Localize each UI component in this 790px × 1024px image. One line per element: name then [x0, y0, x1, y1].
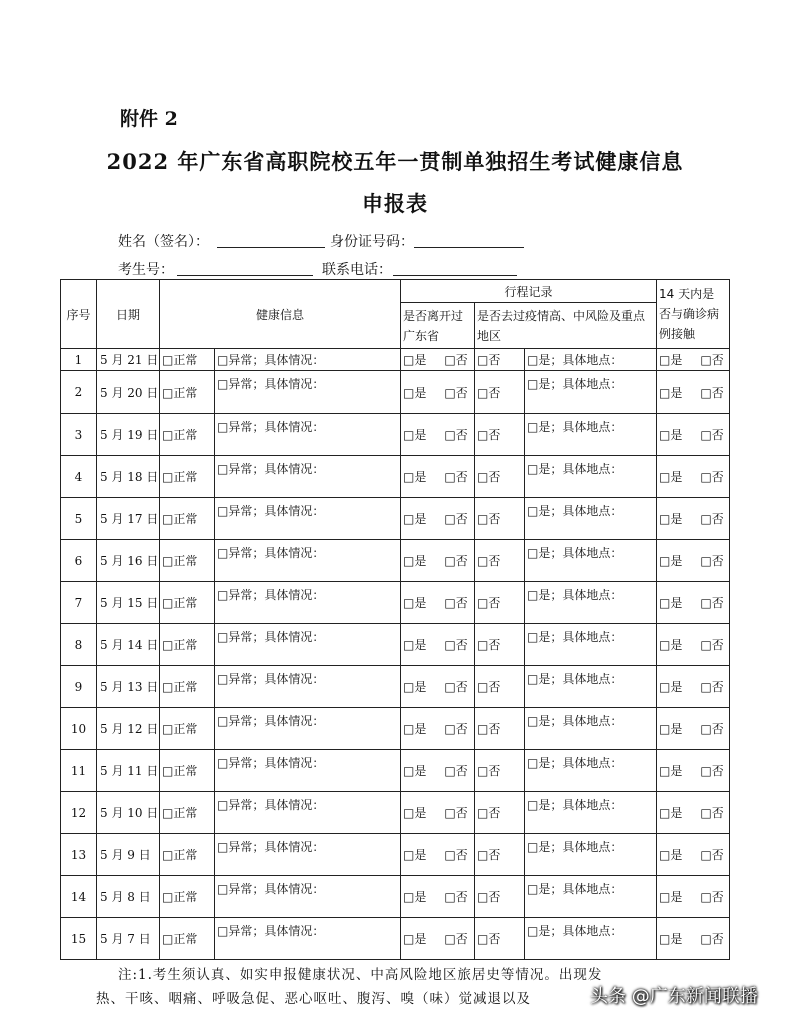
table-row	[61, 498, 730, 540]
row-date: 5 月 11 日	[97, 750, 160, 792]
table-row	[61, 834, 730, 876]
risk-yes-place-checkbox[interactable]: □是；具体地点：	[525, 834, 657, 876]
document-title: 2022 年广东省高职院校五年一贯制单独招生考试健康信息	[106, 149, 684, 174]
risk-no-checkbox[interactable]: □否	[475, 624, 525, 666]
yes-checkbox[interactable]: □是	[659, 353, 683, 367]
document-subtitle: 申报表	[362, 191, 428, 216]
exam-number-label: 考生号：	[118, 262, 174, 278]
left-guangdong-options[interactable]	[401, 792, 475, 834]
left-guangdong-options[interactable]	[401, 708, 475, 750]
abnormal-checkbox[interactable]: □异常；具体情况：	[215, 414, 401, 456]
row-index: 7	[61, 582, 97, 624]
normal-checkbox[interactable]: □正常	[160, 582, 215, 624]
yes-checkbox[interactable]: □是	[659, 638, 683, 652]
name-blank[interactable]	[217, 247, 325, 248]
exam-number-blank[interactable]	[177, 275, 313, 276]
normal-checkbox[interactable]: □正常	[160, 498, 215, 540]
no-checkbox[interactable]: □否	[700, 932, 724, 946]
abnormal-checkbox[interactable]: □异常；具体情况：	[215, 918, 401, 960]
left-guangdong-options[interactable]	[401, 456, 475, 498]
no-checkbox[interactable]: □否	[700, 353, 724, 367]
risk-no-checkbox[interactable]: □否	[475, 349, 525, 371]
row-index: 11	[61, 750, 97, 792]
yes-checkbox[interactable]: □是	[659, 890, 683, 904]
name-label: 姓名（签名）：	[118, 234, 209, 250]
row-date: 5 月 21 日	[97, 349, 160, 371]
risk-no-checkbox[interactable]: □否	[475, 876, 525, 918]
note-line-1: 注:1.考生须认真、如实申报健康状况、中高风险地区旅居史等情况。出现发	[118, 967, 603, 983]
normal-checkbox[interactable]: □正常	[160, 708, 215, 750]
table-row	[61, 540, 730, 582]
contact-options[interactable]	[657, 918, 730, 960]
row-index: 2	[61, 371, 97, 414]
left-guangdong-options[interactable]	[401, 349, 475, 371]
no-checkbox[interactable]: □否	[700, 890, 724, 904]
yes-checkbox[interactable]: □是	[659, 554, 683, 568]
no-checkbox[interactable]: □否	[700, 428, 724, 442]
table-row	[61, 750, 730, 792]
risk-yes-place-checkbox[interactable]: □是；具体地点：	[525, 708, 657, 750]
left-guangdong-options[interactable]	[401, 624, 475, 666]
table-row	[61, 876, 730, 918]
risk-no-checkbox[interactable]: □否	[475, 750, 525, 792]
yes-checkbox[interactable]: □是	[659, 932, 683, 946]
attachment-label: 附件 2	[120, 108, 178, 130]
contact-options[interactable]	[657, 708, 730, 750]
abnormal-checkbox[interactable]: □异常；具体情况：	[215, 708, 401, 750]
header-index: 序号	[61, 280, 97, 349]
risk-yes-place-checkbox[interactable]: □是；具体地点：	[525, 498, 657, 540]
contact-options[interactable]	[657, 371, 730, 414]
risk-yes-place-checkbox[interactable]: □是；具体地点：	[525, 414, 657, 456]
risk-no-checkbox[interactable]: □否	[475, 540, 525, 582]
contact-options[interactable]	[657, 666, 730, 708]
no-checkbox[interactable]: □否	[444, 848, 468, 862]
contact-options[interactable]	[657, 456, 730, 498]
yes-checkbox[interactable]: □是	[403, 890, 427, 904]
table-row	[61, 349, 730, 371]
normal-checkbox[interactable]: □正常	[160, 349, 215, 371]
risk-no-checkbox[interactable]: □否	[475, 414, 525, 456]
row-index: 14	[61, 876, 97, 918]
left-guangdong-options[interactable]	[401, 540, 475, 582]
row-index: 5	[61, 498, 97, 540]
no-checkbox[interactable]: □否	[444, 512, 468, 526]
yes-checkbox[interactable]: □是	[403, 385, 427, 400]
left-guangdong-options[interactable]	[401, 918, 475, 960]
yes-checkbox[interactable]: □是	[403, 680, 427, 694]
row-date: 5 月 9 日	[97, 834, 160, 876]
no-checkbox[interactable]: □否	[700, 638, 724, 652]
yes-checkbox[interactable]: □是	[403, 353, 427, 367]
no-checkbox[interactable]: □否	[444, 890, 468, 904]
row-index: 4	[61, 456, 97, 498]
contact-options[interactable]	[657, 540, 730, 582]
yes-checkbox[interactable]: □是	[659, 806, 683, 820]
health-declaration-table	[60, 279, 730, 960]
no-checkbox[interactable]: □否	[700, 385, 724, 400]
risk-yes-place-checkbox[interactable]: □是；具体地点：	[525, 624, 657, 666]
table-row	[61, 456, 730, 498]
abnormal-checkbox[interactable]: □异常；具体情况：	[215, 456, 401, 498]
row-index: 6	[61, 540, 97, 582]
abnormal-checkbox[interactable]: □异常；具体情况：	[215, 349, 401, 371]
yes-checkbox[interactable]: □是	[403, 722, 427, 736]
abnormal-checkbox[interactable]: □异常；具体情况：	[215, 540, 401, 582]
note-line-2: 热、干咳、咽痛、呼吸急促、恶心呕吐、腹泻、嗅（味）觉减退以及	[96, 991, 531, 1007]
yes-checkbox[interactable]: □是	[659, 722, 683, 736]
no-checkbox[interactable]: □否	[444, 932, 468, 946]
row-index: 3	[61, 414, 97, 456]
no-checkbox[interactable]: □否	[444, 764, 468, 778]
row-index: 12	[61, 792, 97, 834]
no-checkbox[interactable]: □否	[444, 353, 468, 367]
row-date: 5 月 8 日	[97, 876, 160, 918]
yes-checkbox[interactable]: □是	[403, 428, 427, 442]
risk-yes-place-checkbox[interactable]: □是；具体地点：	[525, 666, 657, 708]
risk-yes-place-checkbox[interactable]: □是；具体地点：	[525, 456, 657, 498]
no-checkbox[interactable]: □否	[444, 554, 468, 568]
normal-checkbox[interactable]: □正常	[160, 540, 215, 582]
no-checkbox[interactable]: □否	[700, 554, 724, 568]
yes-checkbox[interactable]: □是	[659, 385, 683, 400]
risk-yes-place-checkbox[interactable]: □是；具体地点：	[525, 582, 657, 624]
header-risk-area: 是否去过疫情高、中风险及重点 地区	[475, 303, 657, 349]
left-guangdong-options[interactable]	[401, 371, 475, 414]
id-label: 身份证号码：	[330, 234, 414, 250]
no-checkbox[interactable]: □否	[444, 722, 468, 736]
no-checkbox[interactable]: □否	[700, 596, 724, 610]
normal-checkbox[interactable]: □正常	[160, 918, 215, 960]
row-index: 13	[61, 834, 97, 876]
yes-checkbox[interactable]: □是	[659, 848, 683, 862]
yes-checkbox[interactable]: □是	[403, 596, 427, 610]
abnormal-checkbox[interactable]: □异常；具体情况：	[215, 834, 401, 876]
no-checkbox[interactable]: □否	[444, 680, 468, 694]
risk-no-checkbox[interactable]: □否	[475, 498, 525, 540]
no-checkbox[interactable]: □否	[700, 470, 724, 484]
no-checkbox[interactable]: □否	[700, 512, 724, 526]
left-guangdong-options[interactable]	[401, 666, 475, 708]
normal-checkbox[interactable]: □正常	[160, 414, 215, 456]
table-row	[61, 582, 730, 624]
normal-checkbox[interactable]: □正常	[160, 624, 215, 666]
row-date: 5 月 12 日	[97, 708, 160, 750]
normal-checkbox[interactable]: □正常	[160, 792, 215, 834]
row-date: 5 月 10 日	[97, 792, 160, 834]
phone-blank[interactable]	[393, 275, 517, 276]
phone-label: 联系电话：	[322, 262, 392, 278]
id-blank[interactable]	[414, 247, 524, 248]
risk-no-checkbox[interactable]: □否	[475, 792, 525, 834]
yes-checkbox[interactable]: □是	[659, 680, 683, 694]
left-guangdong-options[interactable]	[401, 414, 475, 456]
header-travel: 行程记录	[401, 280, 657, 303]
abnormal-checkbox[interactable]: □异常；具体情况：	[215, 624, 401, 666]
no-checkbox[interactable]: □否	[444, 638, 468, 652]
row-index: 10	[61, 708, 97, 750]
table-row	[61, 708, 730, 750]
risk-yes-place-checkbox[interactable]: □是；具体地点：	[525, 792, 657, 834]
yes-checkbox[interactable]: □是	[659, 470, 683, 484]
row-index: 8	[61, 624, 97, 666]
no-checkbox[interactable]: □否	[700, 764, 724, 778]
yes-checkbox[interactable]: □是	[403, 470, 427, 484]
table-row	[61, 666, 730, 708]
left-guangdong-options[interactable]	[401, 498, 475, 540]
no-checkbox[interactable]: □否	[444, 470, 468, 484]
row-date: 5 月 20 日	[97, 371, 160, 414]
normal-checkbox[interactable]: □正常	[160, 456, 215, 498]
no-checkbox[interactable]: □否	[444, 596, 468, 610]
contact-options[interactable]	[657, 349, 730, 371]
header-date: 日期	[97, 280, 160, 349]
yes-checkbox[interactable]: □是	[403, 554, 427, 568]
contact-options[interactable]	[657, 750, 730, 792]
table-row	[61, 371, 730, 414]
risk-no-checkbox[interactable]: □否	[475, 456, 525, 498]
header-contact: 14 天内是 否与确诊病 例接触	[657, 280, 730, 349]
contact-options[interactable]	[657, 792, 730, 834]
no-checkbox[interactable]: □否	[700, 848, 724, 862]
yes-checkbox[interactable]: □是	[403, 932, 427, 946]
contact-options[interactable]	[657, 624, 730, 666]
risk-no-checkbox[interactable]: □否	[475, 371, 525, 414]
risk-yes-place-checkbox[interactable]: □是；具体地点：	[525, 540, 657, 582]
abnormal-checkbox[interactable]: □异常；具体情况：	[215, 876, 401, 918]
no-checkbox[interactable]: □否	[700, 680, 724, 694]
table-row	[61, 414, 730, 456]
row-date: 5 月 16 日	[97, 540, 160, 582]
risk-yes-place-checkbox[interactable]: □是；具体地点：	[525, 918, 657, 960]
normal-checkbox[interactable]: □正常	[160, 876, 215, 918]
contact-options[interactable]	[657, 834, 730, 876]
no-checkbox[interactable]: □否	[444, 806, 468, 820]
row-index: 9	[61, 666, 97, 708]
risk-yes-place-checkbox[interactable]: □是；具体地点：	[525, 750, 657, 792]
no-checkbox[interactable]: □否	[700, 806, 724, 820]
left-guangdong-options[interactable]	[401, 750, 475, 792]
contact-options[interactable]	[657, 414, 730, 456]
abnormal-checkbox[interactable]: □异常；具体情况：	[215, 371, 401, 414]
normal-checkbox[interactable]: □正常	[160, 750, 215, 792]
row-date: 5 月 15 日	[97, 582, 160, 624]
watermark-text: 头条 @广东新闻联播	[590, 986, 758, 1007]
risk-no-checkbox[interactable]: □否	[475, 834, 525, 876]
row-index: 15	[61, 918, 97, 960]
abnormal-checkbox[interactable]: □异常；具体情况：	[215, 666, 401, 708]
yes-checkbox[interactable]: □是	[403, 764, 427, 778]
normal-checkbox[interactable]: □正常	[160, 371, 215, 414]
normal-checkbox[interactable]: □正常	[160, 834, 215, 876]
left-guangdong-options[interactable]	[401, 834, 475, 876]
no-checkbox[interactable]: □否	[444, 428, 468, 442]
yes-checkbox[interactable]: □是	[403, 806, 427, 820]
risk-no-checkbox[interactable]: □否	[475, 666, 525, 708]
row-date: 5 月 13 日	[97, 666, 160, 708]
risk-no-checkbox[interactable]: □否	[475, 708, 525, 750]
row-date: 5 月 17 日	[97, 498, 160, 540]
abnormal-checkbox[interactable]: □异常；具体情况：	[215, 750, 401, 792]
table-row	[61, 918, 730, 960]
normal-checkbox[interactable]: □正常	[160, 666, 215, 708]
no-checkbox[interactable]: □否	[700, 722, 724, 736]
yes-checkbox[interactable]: □是	[403, 848, 427, 862]
yes-checkbox[interactable]: □是	[659, 512, 683, 526]
risk-no-checkbox[interactable]: □否	[475, 582, 525, 624]
yes-checkbox[interactable]: □是	[403, 512, 427, 526]
abnormal-checkbox[interactable]: □异常；具体情况：	[215, 582, 401, 624]
header-health: 健康信息	[160, 280, 401, 349]
row-index: 1	[61, 349, 97, 371]
abnormal-checkbox[interactable]: □异常；具体情况：	[215, 498, 401, 540]
left-guangdong-options[interactable]	[401, 876, 475, 918]
row-date: 5 月 14 日	[97, 624, 160, 666]
row-date: 5 月 19 日	[97, 414, 160, 456]
header-left-guangdong: 是否离开过 广东省	[401, 303, 475, 349]
risk-no-checkbox[interactable]: □否	[475, 918, 525, 960]
risk-yes-place-checkbox[interactable]: □是；具体地点：	[525, 371, 657, 414]
contact-options[interactable]	[657, 876, 730, 918]
no-checkbox[interactable]: □否	[444, 385, 468, 400]
yes-checkbox[interactable]: □是	[403, 638, 427, 652]
contact-options[interactable]	[657, 498, 730, 540]
row-date: 5 月 18 日	[97, 456, 160, 498]
risk-yes-place-checkbox[interactable]: □是；具体地点：	[525, 349, 657, 371]
left-guangdong-options[interactable]	[401, 582, 475, 624]
yes-checkbox[interactable]: □是	[659, 764, 683, 778]
yes-checkbox[interactable]: □是	[659, 596, 683, 610]
abnormal-checkbox[interactable]: □异常；具体情况：	[215, 792, 401, 834]
table-row	[61, 624, 730, 666]
contact-options[interactable]	[657, 582, 730, 624]
risk-yes-place-checkbox[interactable]: □是；具体地点：	[525, 876, 657, 918]
yes-checkbox[interactable]: □是	[659, 428, 683, 442]
table-row	[61, 792, 730, 834]
row-date: 5 月 7 日	[97, 918, 160, 960]
